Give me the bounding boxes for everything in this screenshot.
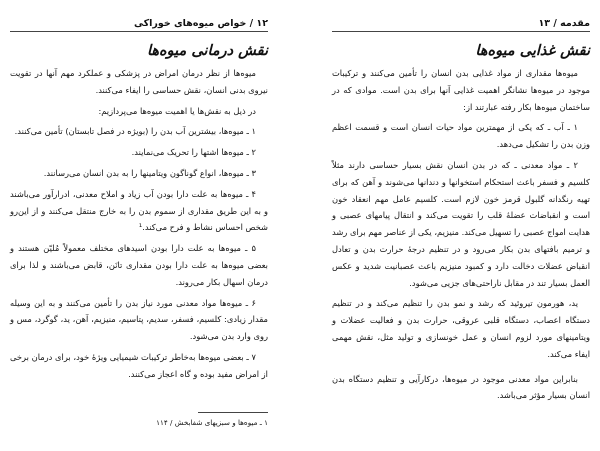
list-item: ۴ ـ میوه‌ها به علت دارا بودن آب زیاد و املاح معدنی، ادرارآور می‌باشند و به این طریق مقداری از سموم بدن را به خارج منتقل می‌کنند و از این‌رو شخص احساس نشاط و فرح می‌کند.¹: [10, 188, 268, 233]
list-item: ۱ ـ میوه‌ها، بیشترین آب بدن را (بویژه در فصل تابستان) تأمین می‌کنند.: [14, 126, 256, 137]
running-head: ۱۲ / خواص میوه‌های خوراکی: [10, 12, 268, 32]
list-item: ۳ ـ میوه‌ها، انواع گوناگون ویتامینها را به بدن انسان می‌رسانند.: [43, 167, 256, 178]
footnote-rule: [198, 412, 268, 413]
body-paragraph: بنابراین مواد معدنی موجود در میوه‌ها، درکارآیی و تنظیم دستگاه بدن انسان بسیار مؤثر می‌باشد.: [332, 373, 590, 401]
section-title: نقش غذایی میوه‌ها: [475, 42, 590, 59]
body-paragraph: ید، هورمون تیروئید که رشد و نمو بدن را تنظیم می‌کند و در تنظیم دستگاه اعصاب، دستگاه قلبی عروقی، حرارت بدن و فعالیت عضلات و ویتامینهای مورد لزوم انسان و عمل خونسازی و تولید مثل، نقش مهمی ایفاء می‌کند.: [332, 298, 590, 359]
list-item: ۷ ـ بعضی میوه‌ها به‌خاطر ترکیبات شیمیایی ویژهٔ خود، برای درمان برخی از امراض مفید بوده و گاه اعجاز می‌کنند.: [10, 351, 268, 379]
body-paragraph: میوه‌ها مقداری از مواد غذایی بدن انسان را تأمین می‌کنند و ترکیبات موجود در میوه‌ها نشانگر اهمیت غذایی آنها برای بدن است. موادی که در ساختمان میوه‌ها بکار رفته عبارتند از:: [332, 68, 590, 112]
right-page: [300, 0, 600, 451]
list-item: ۲ ـ مواد معدنی ـ که در بدن انسان نقش بسیار حساسی دارند مثلاً کلسیم و فسفر باعث استحکام استخوانها و دندانها می‌شوند و آهن که برای تهیه رنگدانه گلبول قرمز خون لازم است. کلسیم عامل مهم انعقاد خون است و انقباضات عضلهٔ قلب را تقویت می‌کند و انتقال پیامهای عصبی و هدایت امواج عصبی را تسهیل می‌کند. منیزیم، یکی از عناصر مهم برای رشد و ترمیم بافتهای بدن بکار می‌رود و در تنظیم درجهٔ حرارت بدن و تعادل انقباض عضلات دخالت دارد و کمبود منیزیم باعث عصبانیت شدید و عکس العمل بسیار تند در مقابل ناراحتی‌های جزیی می‌شود.: [332, 159, 590, 288]
list-item: ۲ ـ میوه‌ها اشتها را تحریک می‌نمایند.: [131, 147, 256, 158]
body-paragraph: میوه‌ها از نظر درمان امراض در پزشکی و عملکرد مهم آنها در تقویت نیروی بدنی انسان، نقش حساسی را ایفاء می‌کنند.: [10, 68, 268, 95]
list-item: ۱ ـ آب ـ که یکی از مهمترین مواد حیات انسان است و قسمت اعظم وزن بدن را تشکیل می‌دهد.: [332, 122, 590, 150]
body-paragraph: در ذیل به نقش‌ها یا اهمیت میوه‌ها می‌پردازیم:: [98, 105, 256, 116]
section-title: نقش درمانی میوه‌ها: [146, 42, 268, 59]
list-item: ۵ ـ میوه‌ها به علت دارا بودن اسیدهای مختلف معمولاً مُلیّن هستند و بعضی میوه‌ها به علت دارا بودن مقداری تانَن، قابض می‌باشند و لذا برای درمان اسهال بکار می‌روند.: [10, 243, 268, 287]
list-item: ۶ ـ میوه‌ها مواد معدنی مورد نیاز بدن را تأمین می‌کنند و به این وسیله مقدار زیادی: کلسیم، فسفر، سدیم، پتاسیم، منیزیم، آهن، ید، گوگرد، مس و روی وارد بدن می‌شود.: [10, 297, 268, 342]
footnote: ۱ ـ میوه‌ها و سبزیهای شفابخش / ۱۱۴: [156, 418, 268, 427]
running-head: مقدمه / ۱۳: [332, 12, 590, 32]
